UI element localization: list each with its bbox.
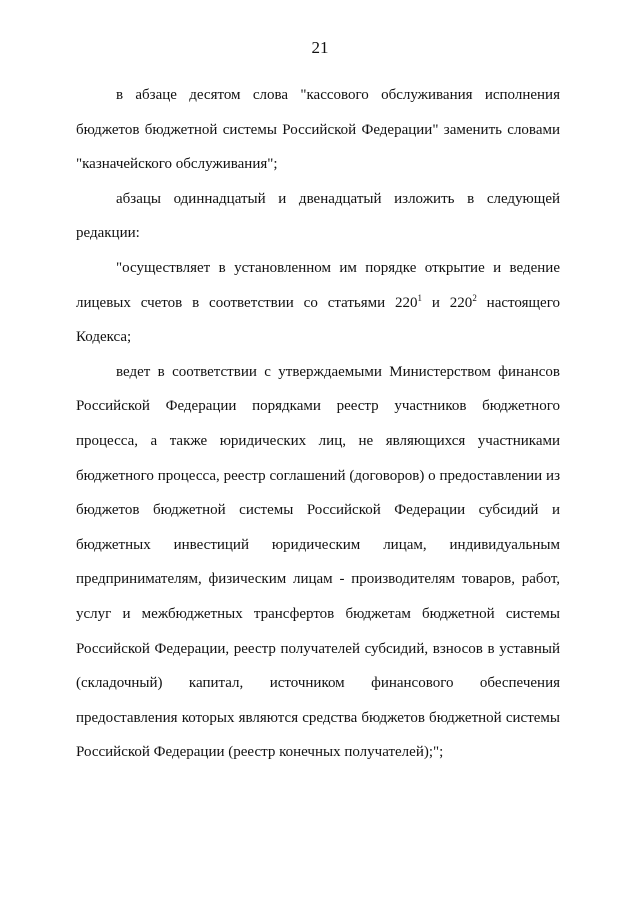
text-line: в абзаце десятом слова "кассового обслуживания исполнения <box>116 87 560 103</box>
text-line: процесса, а также юридических лиц, не являющихся участниками <box>76 432 560 449</box>
text-line-with-superscripts <box>76 286 560 321</box>
text-line: услуг и межбюджетных трансфертов бюджетам бюджетной системы <box>76 605 560 622</box>
superscript-1: 1 <box>417 292 423 303</box>
text-line: бюджетов бюджетной системы Российской Федерации" заменить словами <box>76 121 560 138</box>
text-fragment: лицевых счетов в соответствии со статьями 220 <box>76 294 418 311</box>
text-line: абзацы одиннадцатый и двенадцатый изложить в следующей <box>116 190 560 207</box>
text-line: (складочный) капитал, источником финансового обеспечения <box>76 675 560 692</box>
text-fragment: настоящего <box>476 294 560 311</box>
text-line: бюджетного процесса, реестр соглашений (договоров) о предоставлении из <box>76 467 560 484</box>
text-line: "казначейского обслуживания"; <box>76 156 278 173</box>
paragraph-4 <box>76 355 560 770</box>
paragraph-1 <box>76 78 560 182</box>
text-line: предпринимателям, физическим лицам - производителям товаров, работ, <box>76 571 560 588</box>
text-line: бюджетов бюджетной системы Российской Федерации субсидий и <box>76 502 560 519</box>
text-line: редакции: <box>76 225 140 242</box>
superscript-2: 2 <box>472 292 477 303</box>
text-fragment: и 220 <box>422 294 473 311</box>
text-line: Российской Федерации, реестр получателей субсидий, взносов в уставный <box>76 640 560 657</box>
text-line: Российской Федерации порядками реестр участников бюджетного <box>76 398 560 415</box>
text-line: ведет в соответствии с утверждаемыми Министерством финансов <box>116 363 560 380</box>
text-line: Кодекса; <box>76 329 132 346</box>
text-line: бюджетных инвестиций юридическим лицам, индивидуальным <box>76 536 560 553</box>
paragraph-3 <box>76 251 560 355</box>
text-line: предоставления которых являются средства бюджетов бюджетной системы <box>76 709 560 726</box>
text-line: "осуществляет в установленном им порядке открытие и ведение <box>116 259 560 276</box>
document-body <box>76 78 560 770</box>
page-number: 21 <box>311 38 329 57</box>
paragraph-2 <box>76 182 560 251</box>
text-line: Российской Федерации (реестр конечных получателей);"; <box>76 744 444 761</box>
